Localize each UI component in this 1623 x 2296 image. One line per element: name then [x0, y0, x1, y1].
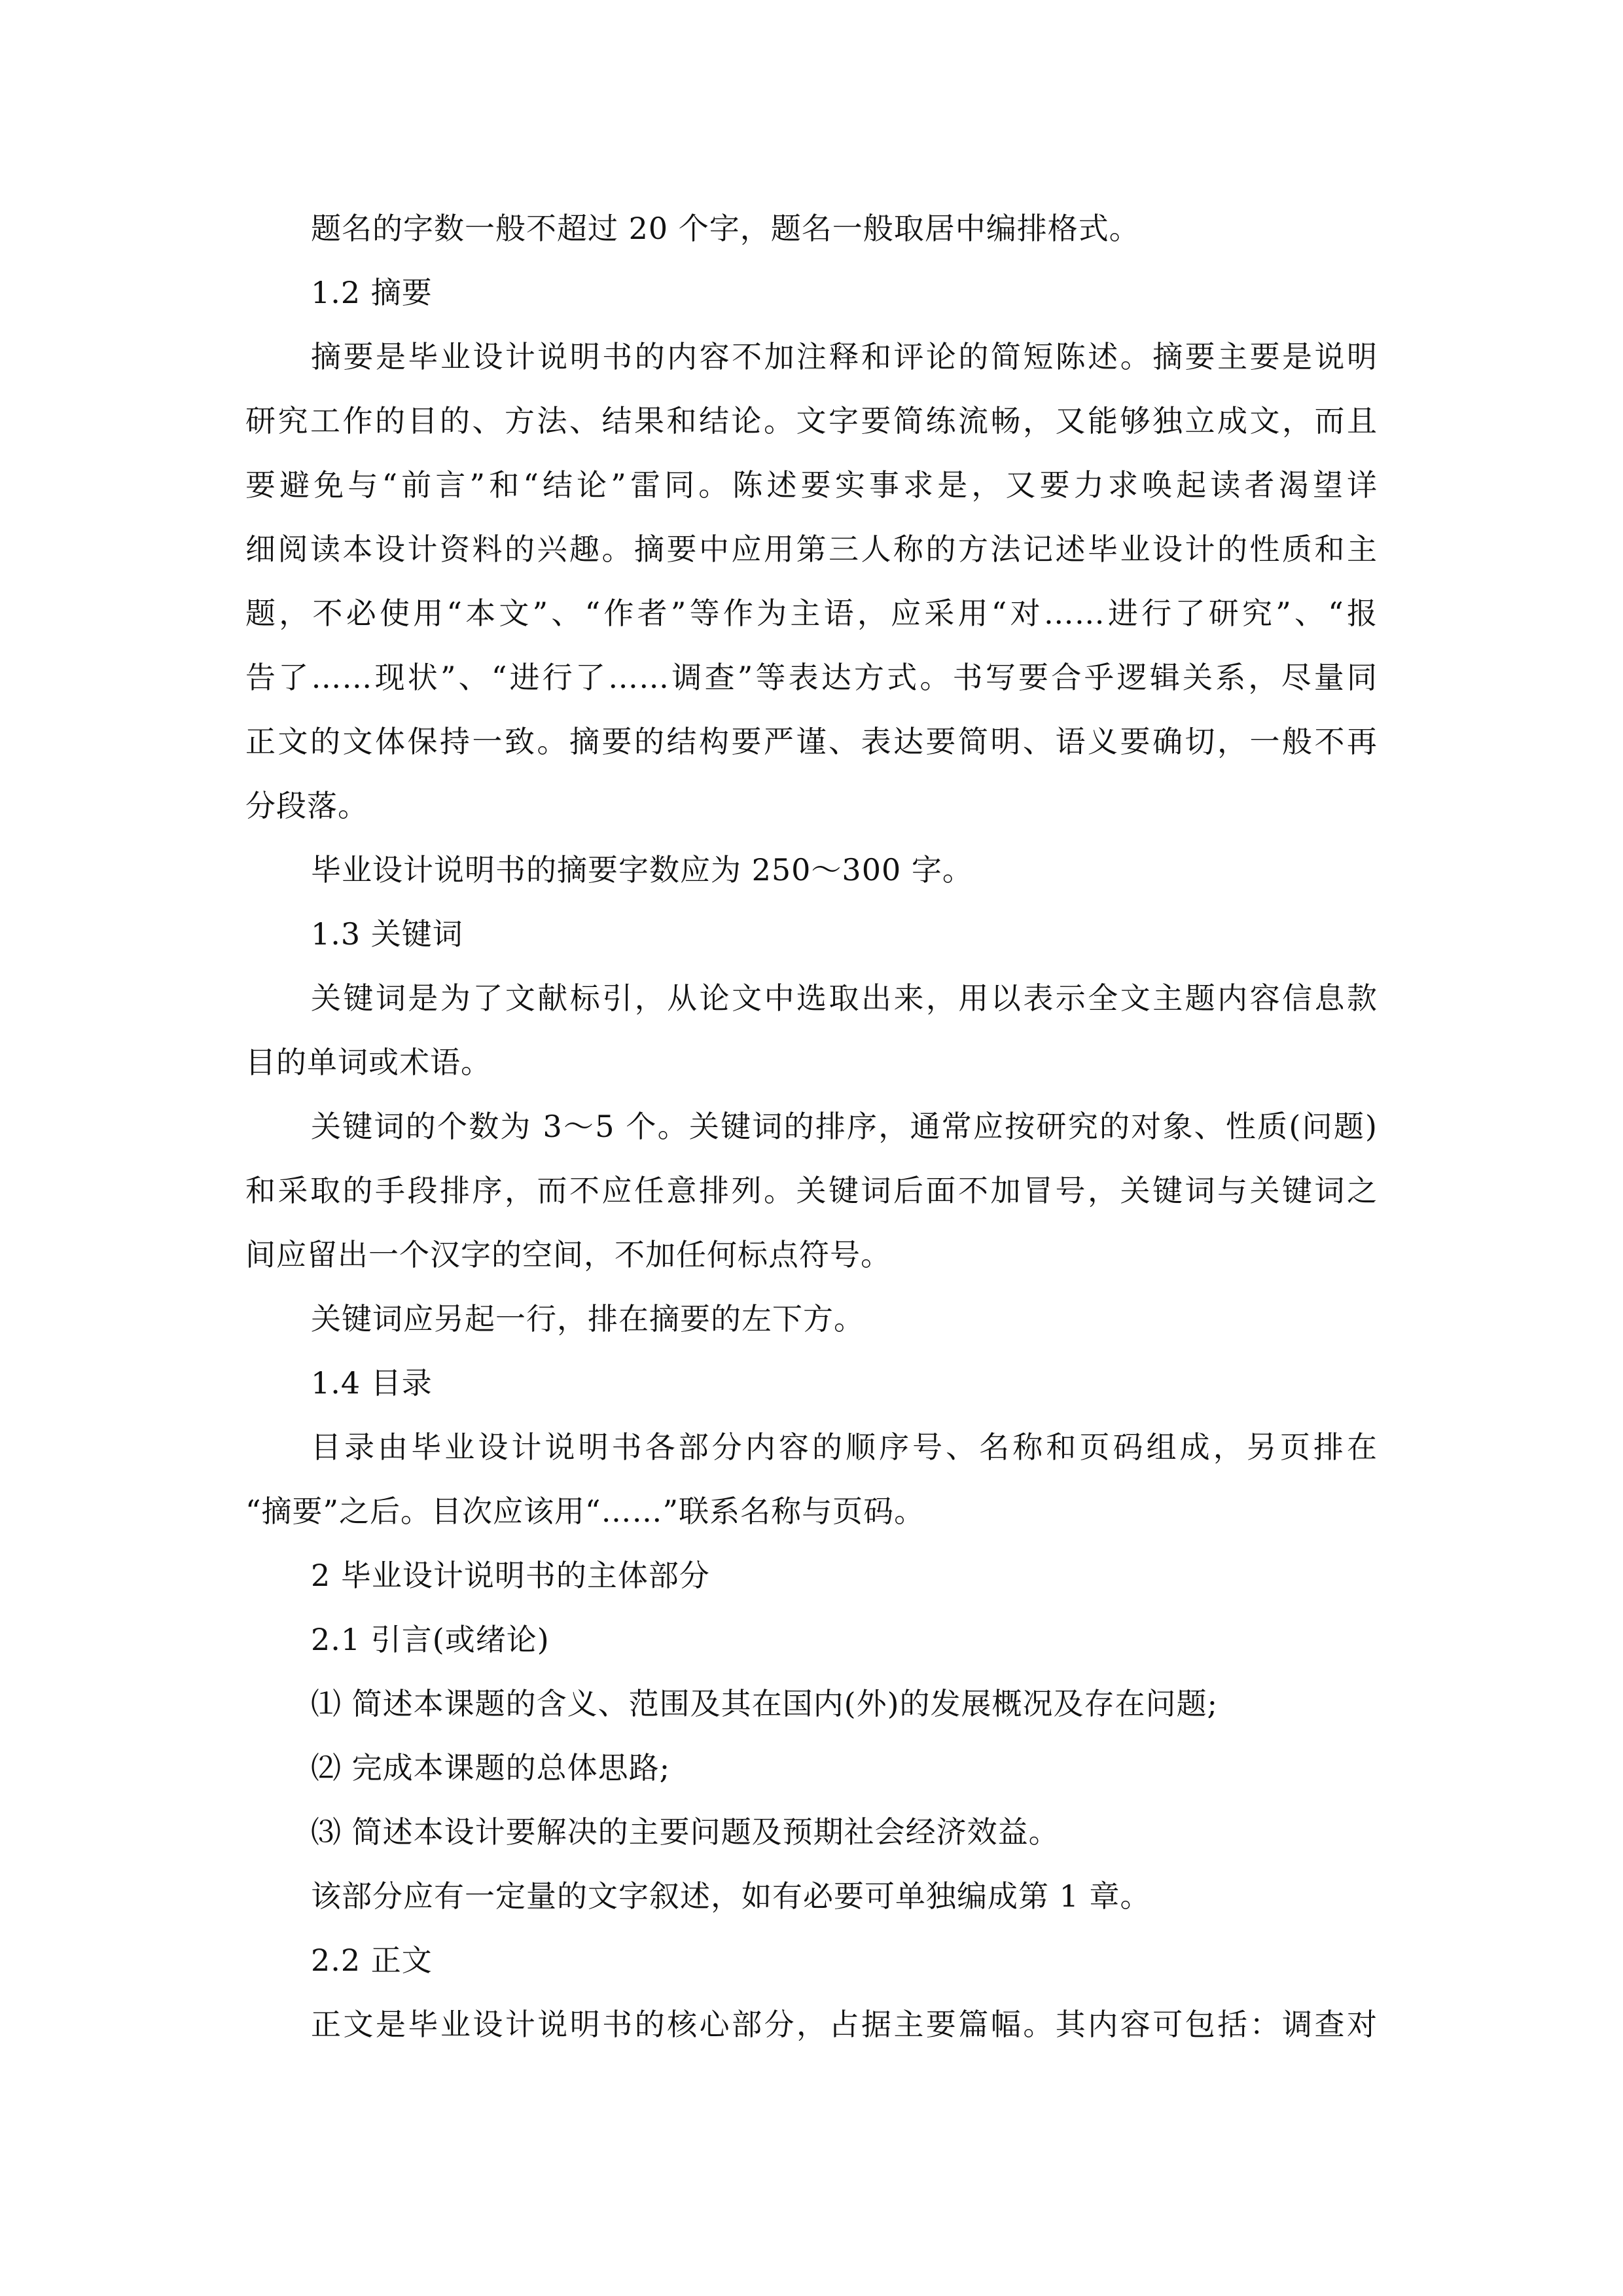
paragraph-line: 正文是毕业设计说明书的核心部分，占据主要篇幅。其内容可包括：调查对 — [311, 2007, 1378, 2042]
paragraph-line: “摘要”之后。目次应该用“……”联系名称与页码。 — [245, 1494, 925, 1529]
section-heading-2-2: 2.2 正文 — [311, 1943, 433, 1978]
paragraph-line: 间应留出一个汉字的空间，不加任何标点符号。 — [245, 1237, 891, 1272]
section-heading-2-1: 2.1 引言(或绪论) — [311, 1622, 550, 1657]
paragraph-line: 细阅读本设计资料的兴趣。摘要中应用第三人称的方法记述毕业设计的性质和主 — [245, 531, 1378, 567]
section-heading-1-3: 1.3 关键词 — [311, 916, 463, 952]
paragraph-line: 要避免与“前言”和“结论”雷同。陈述要实事求是，又要力求唤起读者渴望详 — [245, 467, 1378, 503]
paragraph-line: 毕业设计说明书的摘要字数应为 250～300 字。 — [311, 852, 973, 888]
paragraph-line: 该部分应有一定量的文字叙述，如有必要可单独编成第 1 章。 — [311, 1878, 1151, 1914]
paragraph-line: 题名的字数一般不超过 20 个字，题名一般取居中编排格式。 — [311, 211, 1140, 246]
list-item: ⑴ 简述本课题的含义、范围及其在国内(外)的发展概况及存在问题; — [311, 1686, 1219, 1721]
paragraph-line: 研究工作的目的、方法、结果和结论。文字要简练流畅，又能够独立成文，而且 — [245, 403, 1378, 439]
paragraph-line: 关键词是为了文献标引，从论文中选取出来，用以表示全文主题内容信息款 — [311, 980, 1378, 1016]
section-heading-2: 2 毕业设计说明书的主体部分 — [311, 1558, 710, 1593]
section-heading-1-2: 1.2 摘要 — [311, 275, 433, 310]
paragraph-line: 告了……现状”、“进行了……调查”等表达方式。书写要合乎逻辑关系，尽量同 — [245, 660, 1378, 695]
paragraph-line: 摘要是毕业设计说明书的内容不加注释和评论的简短陈述。摘要主要是说明 — [311, 339, 1378, 374]
paragraph-line: 正文的文体保持一致。摘要的结构要严谨、表达要简明、语义要确切，一般不再 — [245, 724, 1378, 759]
paragraph-line: 目的单词或术语。 — [245, 1045, 491, 1080]
list-item: ⑵ 完成本课题的总体思路; — [311, 1750, 671, 1785]
paragraph-line: 分段落。 — [245, 788, 368, 823]
paragraph-line: 目录由毕业设计说明书各部分内容的顺序号、名称和页码组成，另页排在 — [311, 1429, 1378, 1465]
paragraph-line: 关键词的个数为 3～5 个。关键词的排序，通常应按研究的对象、性质(问题) — [311, 1109, 1378, 1144]
section-heading-1-4: 1.4 目录 — [311, 1365, 433, 1401]
paragraph-line: 题，不必使用“本文”、“作者”等作为主语，应采用“对……进行了研究”、“报 — [245, 596, 1378, 631]
paragraph-line: 和采取的手段排序，而不应任意排列。关键词后面不加冒号，关键词与关键词之 — [245, 1173, 1378, 1208]
list-item: ⑶ 简述本设计要解决的主要问题及预期社会经济效益。 — [311, 1814, 1060, 1850]
document-body — [245, 196, 1378, 2056]
paragraph-line: 关键词应另起一行，排在摘要的左下方。 — [311, 1301, 865, 1336]
